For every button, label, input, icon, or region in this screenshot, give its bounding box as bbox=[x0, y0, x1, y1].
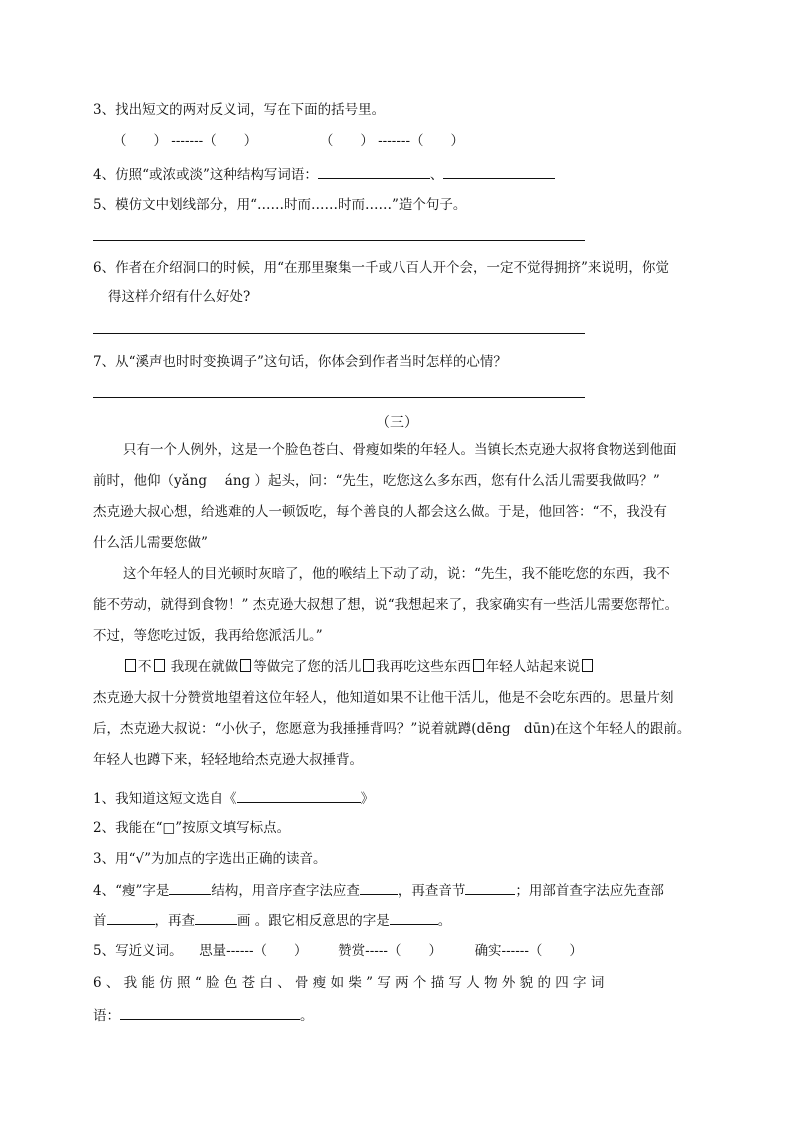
antonym-pair-2: （ ） -------（ ） bbox=[319, 133, 465, 149]
passage-line: 什么活儿需要您做” bbox=[93, 535, 208, 551]
answer-blank[interactable] bbox=[360, 880, 398, 895]
s3-question-6-line-2 bbox=[93, 1005, 314, 1026]
answer-blank[interactable] bbox=[195, 910, 237, 925]
s3-question-5 bbox=[93, 941, 583, 961]
passage-line: 能不劳动，就得到食物！” 杰克逊大叔想了想，说“我想起来了，我家确实有一些活儿需要您帮忙。 bbox=[93, 597, 679, 613]
section-heading: （三） bbox=[376, 415, 418, 431]
question-3-answer-row bbox=[113, 131, 464, 151]
s3-question-4-line-2 bbox=[93, 910, 451, 931]
passage-line: 不过，等您吃过饭，我再给您派活儿。” bbox=[93, 628, 323, 644]
answer-line[interactable] bbox=[93, 333, 585, 334]
answer-blank[interactable] bbox=[120, 1005, 300, 1020]
question-text: 语： bbox=[93, 1008, 120, 1024]
question-5: 5、模仿文中划线部分，用“……时而……时而……”造个句子。 bbox=[93, 197, 467, 213]
answer-blank[interactable] bbox=[465, 880, 515, 895]
passage bbox=[93, 435, 703, 776]
question-text: ；用部首查字法应先查部 bbox=[515, 883, 664, 899]
punctuation-box[interactable] bbox=[582, 659, 593, 672]
synonym-item: 确实------（ ） bbox=[474, 943, 583, 959]
punctuation-line bbox=[93, 652, 703, 683]
question-6-line-2: 得这样介绍有什么好处? bbox=[108, 289, 251, 305]
answer-blank[interactable] bbox=[443, 164, 555, 179]
s3-question-3: 3、用“√”为加点的字选出正确的读音。 bbox=[93, 851, 327, 867]
question-3: 3、找出短文的两对反义词，写在下面的括号里。 bbox=[93, 102, 386, 118]
s3-question-2: 2、我能在“□”按原文填写标点。 bbox=[93, 820, 291, 836]
passage-line: 前时，他仰（yǎng áng ）起头，问：“先生，吃您这么多东西，您有什么活儿需要我做吗？” bbox=[93, 473, 660, 489]
question-text: 》 bbox=[360, 791, 375, 807]
answer-line[interactable] bbox=[93, 397, 585, 398]
passage-fragment: 不 bbox=[138, 659, 152, 675]
passage-line: 这个年轻人的目光顿时灰暗了，他的喉结上下动了动，说：“先生，我不能吃您的东西，我不 bbox=[123, 566, 670, 582]
s3-question-6-line-1: 6 、 我 能 仿 照 “ 脸 色 苍 白 、 骨 瘦 如 柴 ” 写 两 个 描 写 人 物 外 貌 的 四 字 词 bbox=[93, 975, 605, 991]
passage-fragment: 我再吃这些东西 bbox=[376, 659, 471, 675]
antonym-pair-1: （ ） -------（ ） bbox=[113, 133, 258, 149]
question-text: ，再查音节 bbox=[397, 883, 466, 899]
punctuation-box[interactable] bbox=[473, 659, 484, 672]
question-4-text: 4、仿照“或浓或淡”这种结构写词语： bbox=[93, 167, 318, 183]
question-text: 画 。跟它相反意思的字是 bbox=[237, 913, 390, 929]
passage-fragment: 我现在就做 bbox=[170, 659, 239, 675]
question-text: 1、我知道这短文选自《 bbox=[93, 791, 237, 807]
question-7: 7、从“溪声也时时变换调子”这句话，你体会到作者当时怎样的心情？ bbox=[93, 354, 507, 370]
question-text: 4、“瘦”字是 bbox=[93, 883, 170, 899]
passage-fragment: 等做完了您的活儿 bbox=[253, 659, 362, 675]
answer-line[interactable] bbox=[93, 240, 585, 241]
question-4 bbox=[93, 164, 555, 185]
question-text: 首 bbox=[93, 913, 107, 929]
s3-question-4-line-1 bbox=[93, 880, 664, 901]
passage-fragment: 年轻人站起来说 bbox=[485, 659, 581, 675]
question-text: 5、写近义词。 bbox=[93, 943, 183, 959]
answer-blank[interactable] bbox=[237, 788, 361, 803]
punctuation-box[interactable] bbox=[125, 659, 136, 672]
answer-blank[interactable] bbox=[107, 910, 155, 925]
punctuation-box[interactable] bbox=[240, 659, 251, 672]
question-text: 结构，用音序查字法应查 bbox=[211, 883, 360, 899]
synonym-item: 思量------（ ） bbox=[199, 943, 308, 959]
answer-blank[interactable] bbox=[169, 880, 211, 895]
separator: 、 bbox=[429, 167, 444, 183]
answer-blank[interactable] bbox=[390, 910, 438, 925]
punctuation-box[interactable] bbox=[154, 659, 165, 672]
question-text: 。 bbox=[300, 1008, 314, 1024]
question-6-line-1: 6、作者在介绍洞口的时候，用“在那里聚集一千或八百人开个会，一定不觉得拥挤”来说明，你觉 bbox=[93, 260, 669, 276]
s3-question-1 bbox=[93, 788, 374, 809]
punctuation-box[interactable] bbox=[363, 659, 374, 672]
answer-blank[interactable] bbox=[318, 164, 430, 179]
synonym-item: 赞赏-----（ ） bbox=[338, 943, 442, 959]
passage-line: 杰克逊大叔心想，给逃难的人一顿饭吃，每个善良的人都会这么做。于是，他回答：“不，我没有 bbox=[93, 504, 667, 520]
passage-line: 年轻人也蹲下来，轻轻地给杰克逊大叔捶背。 bbox=[93, 752, 363, 768]
passage-line: 后，杰克逊大叔说：“小伙子，您愿意为我捶捶背吗？”说着就蹲(dēng dūn)在这个年轻人的跟前。 bbox=[93, 721, 691, 737]
question-text: ，再查 bbox=[154, 913, 195, 929]
passage-line: 杰克逊大叔十分赞赏地望着这位年轻人，他知道如果不让他干活儿，他是不会吃东西的。思量片刻 bbox=[93, 690, 674, 706]
question-text: 。 bbox=[437, 913, 452, 929]
passage-line: 只有一个人例外，这是一个脸色苍白、骨瘦如柴的年轻人。当镇长杰克逊大叔将食物送到他面 bbox=[123, 442, 677, 458]
